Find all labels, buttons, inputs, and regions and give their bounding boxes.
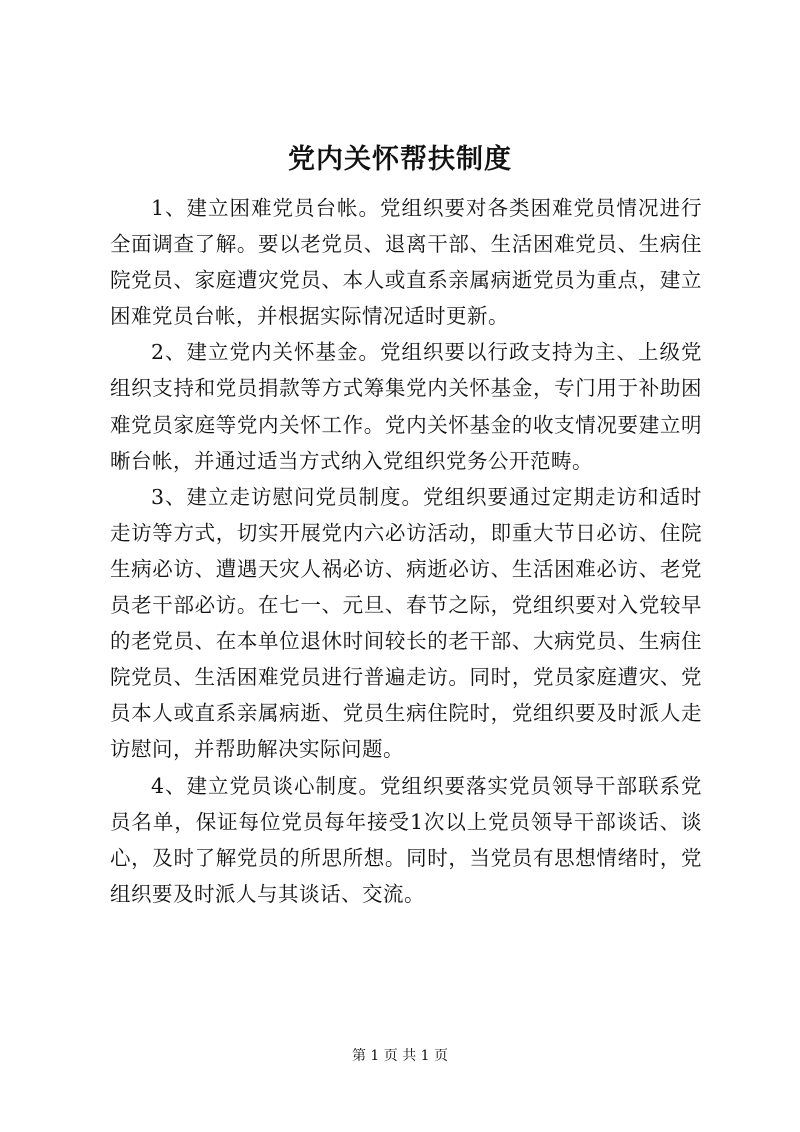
document-title: 党内关怀帮扶制度 bbox=[288, 144, 512, 175]
document-body bbox=[110, 190, 702, 912]
paragraph-2: 2、建立党内关怀基金。党组织要以行政支持为主、上级党组织支持和党员捐款等方式筹集党内关怀基金，专门用于补助困难党员家庭等党内关怀工作。党内关怀基金的收支情况要建立明晰台帐，并通过适当方式纳入党组织党务公开范畴。 bbox=[110, 340, 702, 473]
paragraph-1: 1、建立困难党员台帐。党组织要对各类困难党员情况进行全面调查了解。要以老党员、退离干部、生活困难党员、生病住院党员、家庭遭灾党员、本人或直系亲属病逝党员为重点，建立困难党员台帐，并根据实际情况适时更新。 bbox=[110, 196, 702, 329]
page-footer: 第 1 页 共 1 页 bbox=[351, 1048, 449, 1064]
paragraph-3: 3、建立走访慰问党员制度。党组织要通过定期走访和适时走访等方式，切实开展党内六必访活动，即重大节日必访、住院生病必访、遭遇天灾人祸必访、病逝必访、生活困难必访、老党员老干部必访。在七一、元旦、春节之际，党组织要对入党较早的老党员、在本单位退休时间较长的老干部、大病党员、生病住院党员、生活困难党员进行普遍走访。同时，党员家庭遭灾、党员本人或直系亲属病逝、党员生病住院时，党组织要及时派人走访慰问，并帮助解决实际问题。 bbox=[110, 484, 702, 762]
paragraph-4: 4、建立党员谈心制度。党组织要落实党员领导干部联系党员名单，保证每位党员每年接受1次以上党员领导干部谈话、谈心，及时了解党员的所思所想。同时，当党员有思想情绪时，党组织要及时派人与其谈话、交流。 bbox=[110, 773, 702, 906]
